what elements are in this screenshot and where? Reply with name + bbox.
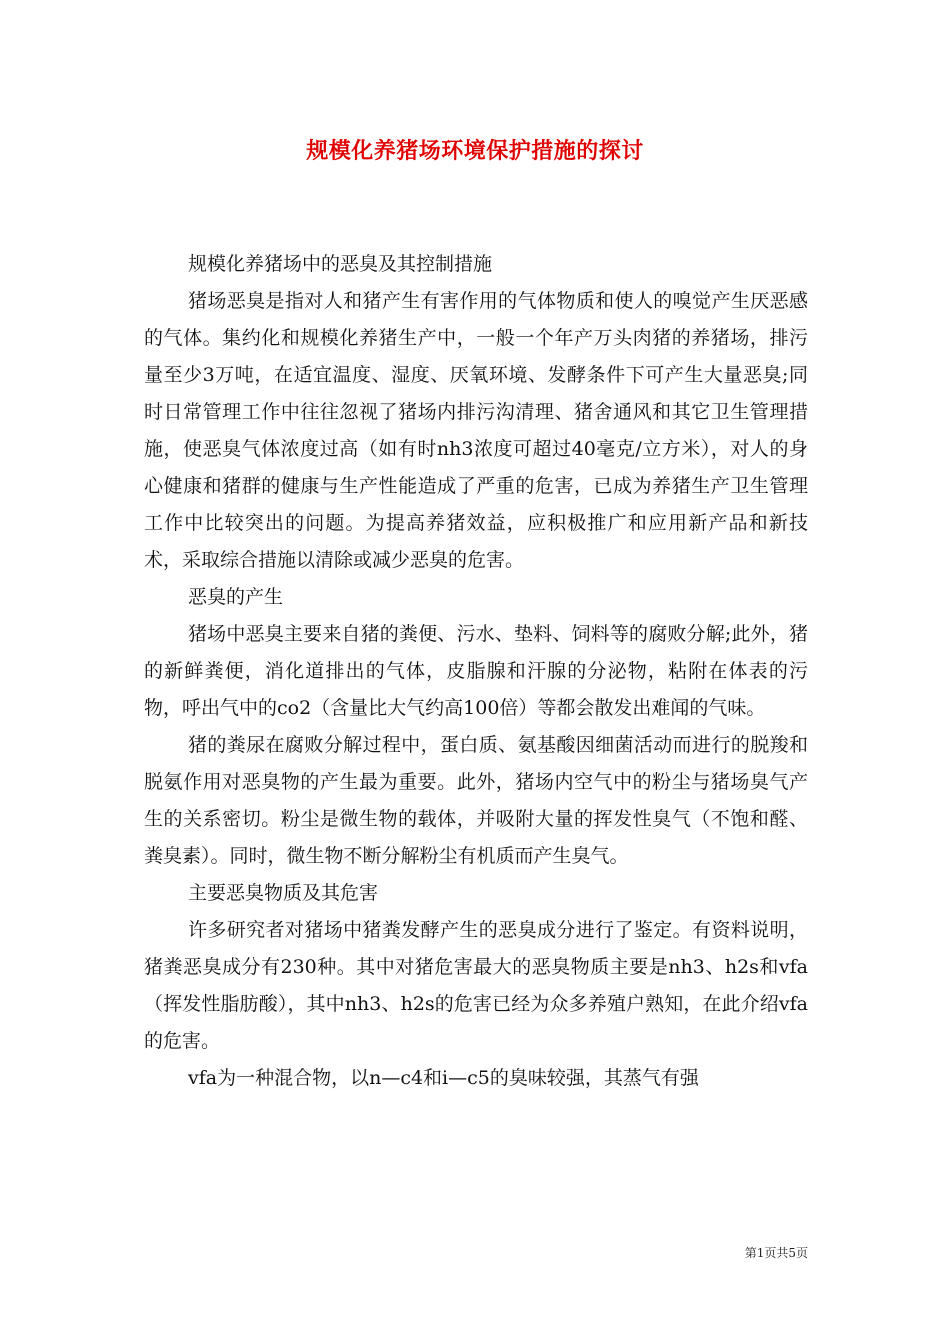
page-number-footer: 第1页共5页: [744, 1246, 808, 1260]
section-heading-odor-control: 规模化养猪场中的恶臭及其控制措施: [188, 253, 493, 275]
paragraph-odor-definition: 猪场恶臭是指对人和猪产生有害作用的气体物质和使人的嗅觉产生厌恶感的气体。集约化和规模化养猪生产中，一般一个年产万头肉猪的养猪场，排污量至少3万吨，在适宜温度、湿度、厌氧环境、发酵条件下可产生大量恶臭;同时日常管理工作中往往忽视了猪场内排污沟清理、猪舍通风和其它卫生管理措施，使恶臭气体浓度过高（如有时nh3浓度可超过40毫克/立方米），对人的身心健康和猪群的健康与生产性能造成了严重的危害，已成为养猪生产卫生管理工作中比较突出的问题。为提高养猪效益，应积极推广和应用新产品和新技术，采取综合措施以清除或减少恶臭的危害。: [144, 290, 808, 571]
paragraph-vfa: vfa为一种混合物，以n—c4和i—c5的臭味较强，其蒸气有强: [188, 1067, 699, 1089]
paragraph-odor-components: 许多研究者对猪场中猪粪发酵产生的恶臭成分进行了鉴定。有资料说明，猪粪恶臭成分有230种。其中对猪危害最大的恶臭物质主要是nh3、h2s和vfa（挥发性脂肪酸），其中nh3、h2s的危害已经为众多养殖户熟知，在此介绍vfa的危害。: [144, 919, 808, 1052]
document-body: [144, 246, 808, 1097]
paragraph-decomposition: 猪的粪尿在腐败分解过程中，蛋白质、氨基酸因细菌活动而进行的脱羧和脱氨作用对恶臭物的产生最为重要。此外，猪场内空气中的粉尘与猪场臭气产生的关系密切。粉尘是微生物的载体，并吸附大量的挥发性臭气（不饱和醛、粪臭素）。同时，微生物不断分解粉尘有机质而产生臭气。: [144, 734, 808, 867]
section-heading-odor-origin: 恶臭的产生: [188, 586, 284, 608]
paragraph-odor-sources: 猪场中恶臭主要来自猪的粪便、污水、垫料、饲料等的腐败分解;此外，猪的新鲜粪便，消化道排出的气体，皮脂腺和汗腺的分泌物，粘附在体表的污物，呼出气中的co2（含量比大气约高100倍）等都会散发出难闻的气味。: [144, 623, 808, 719]
document-title: 规模化养猪场环境保护措施的探讨: [306, 138, 644, 164]
section-heading-main-odors: 主要恶臭物质及其危害: [188, 882, 379, 904]
